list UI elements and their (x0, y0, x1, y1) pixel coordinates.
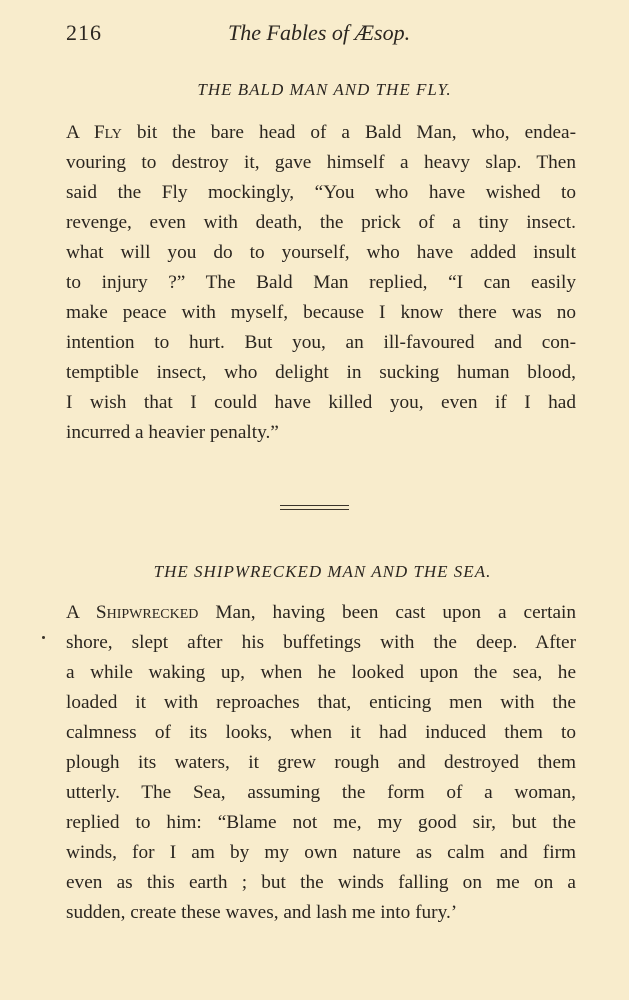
print-mark (42, 636, 45, 639)
text-line: replied to him: “Blame not me, my good sir, but the (66, 812, 576, 833)
text-line: temptible insect, who delight in sucking human blood, (66, 362, 576, 383)
line-text: bit the bare head of a Bald Man, who, endea- (121, 122, 576, 143)
text-line: make peace with myself, because I know there was no (66, 302, 576, 323)
text-line: calmness of its looks, when it had induced them to (66, 722, 576, 743)
section-divider (280, 505, 349, 506)
fable-title: THE BALD MAN AND THE FLY. (197, 80, 452, 99)
text-line: I wish that I could have killed you, even if I had (66, 392, 576, 413)
opening-words: A Shipwrecked (66, 602, 199, 623)
text-line: shore, slept after his buffetings with the deep. After (66, 632, 576, 653)
text-line: vouring to destroy it, gave himself a heavy slap. Then (66, 152, 576, 173)
line-text: Man, having been cast upon a certain (198, 602, 576, 623)
text-line: sudden, create these waves, and lash me into fury.’ (66, 902, 458, 923)
text-line: winds, for I am by my own nature as calm and firm (66, 842, 576, 863)
text-line: loaded it with reproaches that, enticing men with the (66, 692, 576, 713)
text-line: a while waking up, when he looked upon the sea, he (66, 662, 576, 683)
text-line (66, 118, 576, 148)
text-line: what will you do to yourself, who have added insult (66, 242, 576, 263)
text-line: plough its waters, it grew rough and destroyed them (66, 752, 576, 773)
fable-body (66, 118, 576, 448)
text-line: revenge, even with death, the prick of a tiny insect. (66, 212, 576, 233)
text-line: intention to hurt. But you, an ill-favoured and con- (66, 332, 576, 353)
page-header (66, 20, 586, 52)
running-title: The Fables of Æsop. (228, 20, 411, 45)
opening-words: A Fly (66, 122, 122, 143)
fable-title: THE SHIPWRECKED MAN AND THE SEA. (153, 562, 492, 581)
page-number: 216 (66, 20, 102, 45)
fable-body (66, 598, 576, 928)
text-line (66, 598, 576, 628)
text-line: even as this earth ; but the winds falling on me on a (66, 872, 576, 893)
text-line: incurred a heavier penalty.” (66, 422, 279, 443)
text-line: said the Fly mockingly, “You who have wished to (66, 182, 576, 203)
text-line: to injury ?” The Bald Man replied, “I can easily (66, 272, 576, 293)
text-line: utterly. The Sea, assuming the form of a woman, (66, 782, 576, 803)
